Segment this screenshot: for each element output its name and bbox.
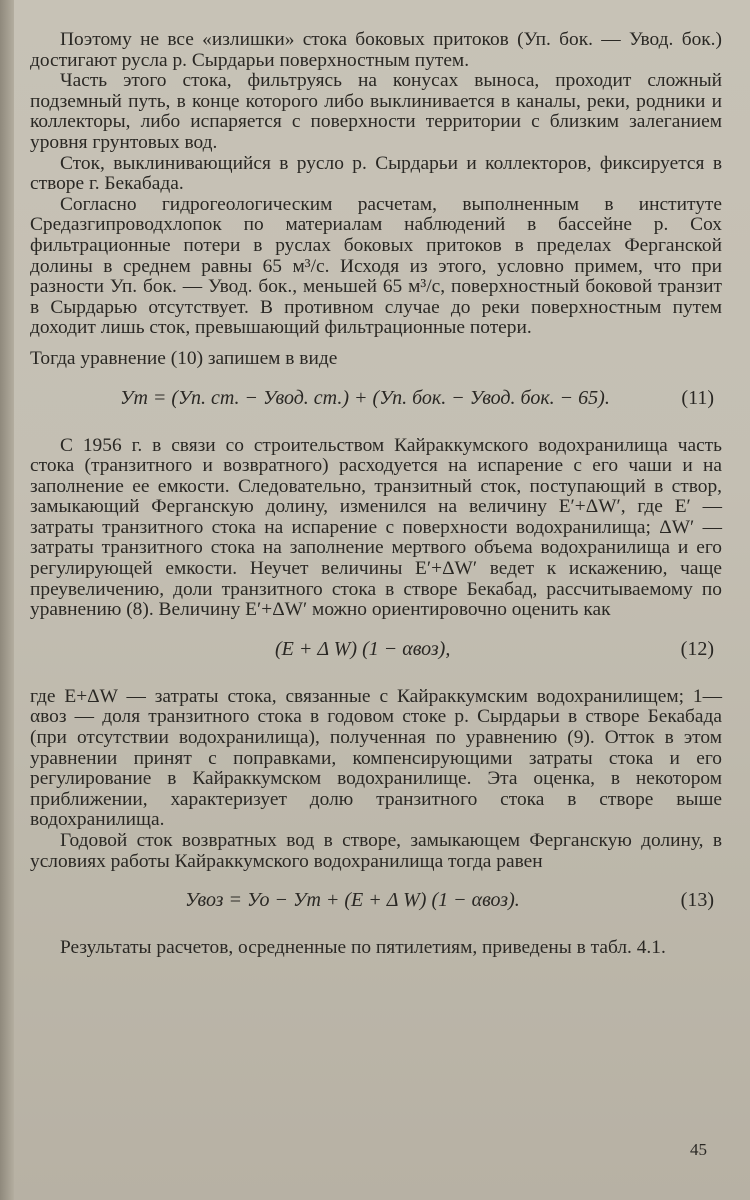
equation-number: (13): [680, 889, 714, 912]
equation-expression: Увоз = Уо − Ут + (E + Δ W) (1 − αвоз).: [185, 889, 520, 912]
paragraph: Часть этого стока, фильтруясь на конусах выноса, проходит сложный подземный путь, в конце которого либо выклинивается в каналы, реки, родники и коллекторы, либо испаряется с поверхности территории с близким залеганием уровня грунтовых вод.: [30, 70, 722, 153]
equation-expression: (E + Δ W) (1 − αвоз),: [275, 637, 451, 660]
paragraph: где E+ΔW — затраты стока, связанные с Кайраккумским водохранилищем; 1—αвоз — доля транзитного стока в годовом стоке р. Сырдарьи в створе Бекабада (при отсутствии водохранилища), полученная по уравнению (9). Отток в этом уравнении принят с поправками, компенсирующими затраты стока и его регулирование в Кайраккумском водохранилище. Эта оценка, в некотором приближении, характеризует долю транзитного стока в створе выше водохранилища.: [30, 685, 722, 831]
equation-12: [30, 639, 722, 665]
book-spine-shadow: [0, 0, 14, 1200]
page-text: [30, 30, 722, 959]
paragraph: Результаты расчетов, осредненные по пятилетиям, приведены в табл. 4.1.: [60, 937, 666, 959]
paragraph: Согласно гидрогеологическим расчетам, выполненным в институте Средазгипроводхлопок по материалам наблюдений в бассейне р. Сох фильтрационные потери в руслах боковых притоков в пределах Ферганской долины в среднем равны 65 м³/с. Исходя из этого, условно примем, что при разности Уп. бок. — Увод. бок., меньшей 65 м³/с, поверхностный боковой транзит в Сырдарью отсутствует. В противном случае до реки поверхностным путем доходит лишь сток, превышающий фильтрационные потери.: [30, 193, 722, 339]
equation-number: (11): [681, 386, 714, 409]
paragraph: Тогда уравнение (10) запишем в виде: [30, 347, 338, 369]
paragraph: Годовой сток возвратных вод в створе, замыкающем Ферганскую долину, в условиях работы Кайраккумского водохранилища тогда равен: [30, 830, 722, 872]
paragraph: С 1956 г. в связи со строительством Кайраккумского водохранилища часть стока (транзитного и возвратного) расходуется на испарение с его чаши и на заполнение ее емкости. Следовательно, транзитный сток, поступающий в створ, замыкающий Ферганскую долину, изменился на величину E′+ΔW′, где E′ — затраты транзитного стока на испарение с поверхности водохранилища; ΔW′ — затраты транзитного стока на заполнение мертвого объема водохранилища и его регулирующей емкости. Неучет величины E′+ΔW′ ведет к искажению, чаще преувеличению, доли транзитного стока в створе Бекабад, рассчитываемому по уравнению (8). Величину E′+ΔW′ можно ориентировочно оценить как: [30, 434, 722, 621]
paragraph: Сток, выклинивающийся в русло р. Сырдарьи и коллекторов, фиксируется в створе г. Бекабада.: [30, 152, 722, 195]
page-number: 45: [690, 1140, 707, 1159]
equation-number: (12): [680, 637, 714, 660]
equation-13: [30, 890, 722, 916]
equation-11: [30, 388, 722, 414]
paragraph: Поэтому не все «излишки» стока боковых притоков (Уп. бок. — Увод. бок.) достигают русла р. Сырдарьи поверхностным путем.: [30, 29, 722, 71]
equation-expression: Ут = (Уп. ст. − Увод. ст.) + (Уп. бок. − Увод. бок. − 65).: [120, 386, 610, 409]
